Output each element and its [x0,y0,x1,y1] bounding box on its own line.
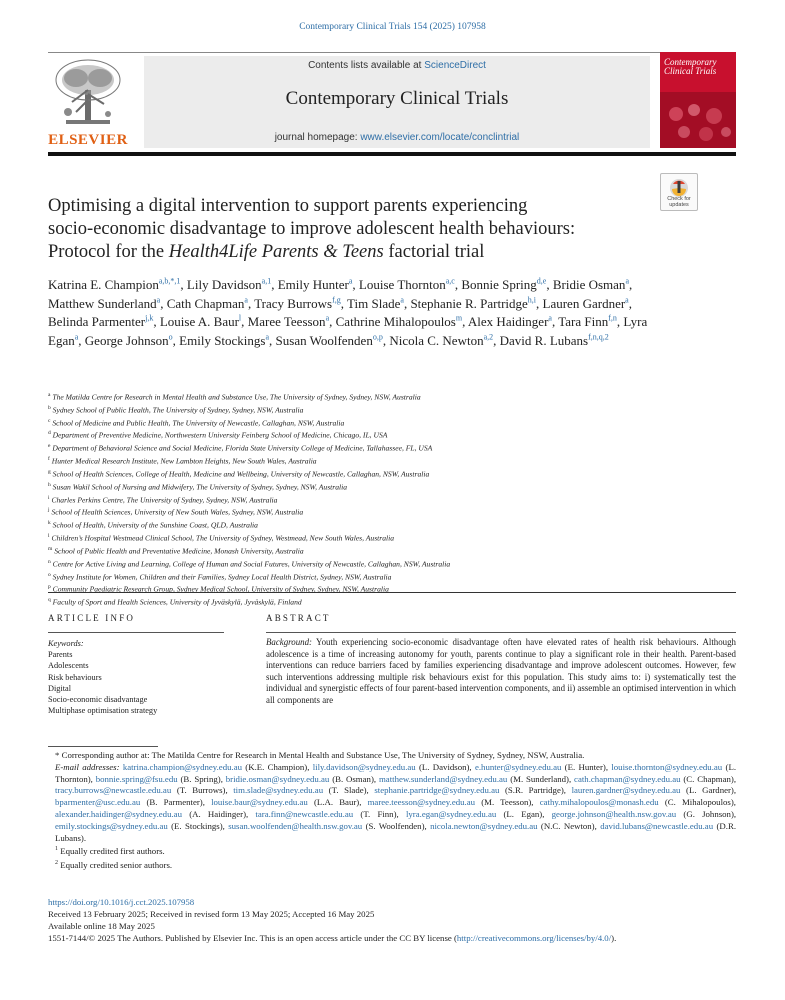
affiliation-item [48,467,738,480]
author-name: Cathrine Mihalopoulos [335,314,456,329]
author-affiliation-mark[interactable]: a [156,295,161,305]
email-label: E-mail addresses: [55,761,120,772]
author-name: Emily Stockings [179,332,266,348]
affiliation-key: i [48,494,50,501]
affiliation-item [48,518,738,531]
affiliation-item [48,416,738,429]
license-prefix: 1551-7144/© 2025 The Authors. Published by Elsevier Inc. This is an open access article under the CC BY license ( [48,932,457,943]
keyword-item: Socio-economic disadvantage [48,695,148,705]
email-owner: (L. Gardner), [686,785,737,796]
affiliation-text: Department of Behavioral Science and Social Medicine, Florida State University College of Medicine, Tallahassee, FL, USA [52,443,433,453]
email-link[interactable]: katrina.champion@sydney.edu.au [122,761,242,772]
author [254,296,341,311]
affiliation-text: School of Health, University of the Sunshine Coast, QLD, Australia [52,520,258,530]
email-owner: (L. Davidson), [419,761,472,772]
email-link[interactable]: e.hunter@sydney.edu.au [474,761,562,772]
affiliation-key: p [48,584,51,591]
email-owner: (T. Finn), [360,808,399,819]
email-link[interactable]: cath.chapman@sydney.edu.au [574,773,681,784]
affiliation-key: g [48,468,51,475]
email-link[interactable]: lyra.egan@sydney.edu.au [405,808,497,819]
affiliation-key: e [48,443,51,450]
affiliation-item [48,403,738,416]
author-name: Lauren Gardner [542,295,626,311]
author [248,314,329,329]
affiliation-item [48,595,738,608]
affiliation-key: c [48,417,51,424]
author-affiliation-mark[interactable]: a [348,276,353,286]
email-owner: (M. Teesson), [481,797,534,808]
author-affiliation-mark[interactable]: a,b,*,1 [158,276,181,286]
affiliation-text: School of Health Sciences, College of Health, Medicine and Wellbeing, University of Newcastle, Callaghan, NSW, Australia [52,469,430,479]
affiliation-item [48,441,738,454]
author [48,296,160,311]
email-owner: (M. Sunderland), [510,773,572,784]
affiliation-key: b [48,404,51,411]
author [389,333,493,348]
email-link[interactable]: tracy.burrows@newcastle.edu.au [55,785,172,796]
title-line-3-italic: Health4Life Parents & Teens [168,242,384,262]
email-owner: (L. Thornton), [55,761,737,784]
email-owner: (L. Egan), [503,808,545,819]
affiliation-text: Charles Perkins Centre, The University of Sydney, Sydney, NSW, Australia [51,495,278,505]
author-name: David R. Lubans [499,332,589,348]
email-link[interactable]: susan.woolfenden@health.nsw.gov.au [228,820,363,831]
author-affiliation-mark[interactable]: m [455,313,463,323]
journal-cover-thumbnail[interactable] [660,52,736,148]
abstract-text [266,637,736,707]
contents-prefix: Contents lists available at [308,60,425,71]
author-name: Emily Hunter [277,277,349,292]
elsevier-wordmark: ELSEVIER [48,132,128,148]
article-info-rule [48,632,224,633]
cc-license-link[interactable]: http://creativecommons.org/licenses/by/4.0/ [456,932,612,943]
received-dates: Received 13 February 2025; Received in revised form 13 May 2025; Accepted 16 May 2025 [48,908,375,919]
author-affiliation-mark[interactable]: f,g [332,295,341,305]
author [553,277,629,292]
author-name: Louise Thornton [358,277,446,292]
email-owner: (E. Stockings), [171,820,225,831]
available-online-date: Available online 18 May 2025 [48,920,155,931]
email-addresses [48,762,736,845]
footnote-1-text: Equally credited first authors. [60,846,165,857]
email-link[interactable]: bridie.osman@sydney.edu.au [225,773,330,784]
email-owner: (B. Spring), [180,773,223,784]
email-link[interactable]: cathy.mihalopoulos@monash.edu [539,797,659,808]
email-link[interactable]: alexander.haidinger@sydney.edu.au [55,808,182,819]
affiliation-text: School of Public Health and Preventative Medicine, Monash University, Australia [54,546,304,556]
author-affiliation-mark[interactable]: a [548,313,552,323]
email-link[interactable]: matthew.sunderland@sydney.edu.au [378,773,508,784]
email-owner: (C. Chapman), [683,773,737,784]
affiliation-item [48,505,738,518]
affiliation-item [48,493,738,506]
footnotes [48,750,736,872]
license-line [48,933,748,945]
keyword-item: Digital [48,683,72,693]
author-affiliation-mark[interactable]: a [325,313,330,323]
journal-homepage-link[interactable]: www.elsevier.com/locate/conclintrial [360,132,520,143]
affiliation-key: n [48,558,51,565]
keywords-block [48,638,238,716]
author [48,277,180,292]
author-name: Bridie Osman [552,277,626,292]
affiliation-item [48,428,738,441]
cover-title: Contemporary Clinical Trials [664,57,717,76]
abstract-heading: ABSTRACT [266,613,331,623]
email-link[interactable]: lauren.gardner@sydney.edu.au [571,785,681,796]
affiliation-text: The Matilda Centre for Research in Mental Health and Substance Use, The University of Sydney, Sydney, NSW, Australia [52,392,421,402]
article-info-heading: ARTICLE INFO [48,613,136,623]
affiliation-item [48,531,738,544]
email-owner: (D.R. Lubans). [55,820,737,843]
author-affiliation-mark[interactable]: a,2 [483,332,494,342]
email-owner: (N.C. Newton), [540,820,597,831]
email-link[interactable]: bparmenter@usc.edu.au [55,797,141,808]
affiliation-text: Faculty of Sport and Health Sciences, University of Jyväskylä, Jyväskylä, Finland [52,597,302,607]
author [410,296,536,311]
affiliation-item [48,544,738,557]
affiliation-key: j [48,507,50,514]
masthead-info [144,56,650,148]
email-link[interactable]: lily.davidson@sydney.edu.au [312,761,416,772]
abstract-body: Youth experiencing socio-economic disadvantage often have elevated rates of health risk behaviours. Although adolescence is a time of increasing autonomy for youth, parents continue to play a significant role in their health. Parent-based interventions can reduce barriers faced by families experiencing disadvantage and improve adolescent outcomes. However, few such interventions addressing multiple risk behaviours exist for this population. This study aims to: i) systematically test the individual and synergistic effects of four parent-based intervention components, and ii) assemble an optimised intervention in which all components are [266,637,736,705]
affiliation-text: Community Paediatric Research Group, Sydney Medical School, University of Sydney, Sydney, NSW, Australia [52,584,389,594]
affiliation-key: a [48,392,51,398]
author-affiliation-mark[interactable]: a [625,295,629,305]
keywords-label: Keywords: [48,639,84,648]
affiliation-key: q [48,597,51,604]
keyword-item: Risk behaviours [48,672,102,682]
affiliation-item [48,557,738,570]
author-name: Lily Davidson [186,277,262,292]
affiliation-key: l [48,533,50,540]
email-owner: (S.R. Partridge), [504,785,566,796]
affiliation-text: Hunter Medical Research Institute, New Lambton Heights, New South Wales, Australia [51,456,317,466]
footnote-2 [48,858,736,872]
author-affiliation-mark[interactable]: a [74,332,79,342]
license-suffix: ). [611,932,617,943]
corresponding-author-note: * Corresponding author at: The Matilda Centre for Research in Mental Health and Substance Use, The University of Sydney, Sydney, NSW, Australia. [55,750,585,760]
check-for-updates-button[interactable] [660,173,698,211]
affiliation-key: d [48,430,51,437]
author [278,277,353,292]
email-owner: (B. Parmenter), [146,797,205,808]
author-affiliation-mark[interactable]: j,k [145,313,154,323]
affiliation-item [48,570,738,583]
email-owner: (A. Haidinger), [189,808,249,819]
sciencedirect-link[interactable]: ScienceDirect [424,60,486,71]
title-line-3-post: factorial trial [383,242,485,262]
abstract-background-label: Background: [266,637,313,647]
crossmark-label-line2: updates [669,201,689,208]
author-affiliation-mark[interactable]: o [168,332,173,342]
author [543,296,629,311]
author-affiliation-mark[interactable]: a [400,295,404,305]
author-name: Cath Chapman [166,295,245,311]
author-affiliation-mark[interactable]: a [244,295,248,305]
email-link[interactable]: louise.baur@sydney.edu.au [211,797,308,808]
masthead-top-rule [48,52,736,53]
affiliation-text: Centre for Active Living and Learning, College of Human and Social Futures, University of Newcastle, Callaghan, NSW, Australia [52,559,451,569]
author-name: Nicola C. Newton [389,332,484,348]
journal-reference[interactable]: Contemporary Clinical Trials 154 (2025) 107958 [299,22,486,32]
email-link[interactable]: stephanie.partridge@sydney.edu.au [374,785,500,796]
affiliation-text: Department of Preventive Medicine, Northwestern University Feinberg School of Medicine, Chicago, IL, USA [52,431,388,441]
author-affiliation-mark[interactable]: d,e [536,276,547,286]
footnote-1-mark: 1 [55,846,58,853]
affiliation-text: Sydney School of Public Health, The University of Sydney, Sydney, NSW, Australia [52,405,304,415]
author [167,296,248,311]
email-owner: (S. Woolfenden), [365,820,427,831]
affiliation-text: School of Medicine and Public Health, The University of Newcastle, Callaghan, NSW, Australia [52,418,345,428]
email-owner: (K.E. Champion), [245,761,310,772]
affiliation-key: h [48,481,51,488]
author [160,314,241,329]
author-affiliation-mark[interactable]: a [625,276,629,286]
masthead [48,52,736,152]
author [500,333,609,348]
title-line-1: Optimising a digital intervention to support parents experiencing [48,196,528,216]
affiliation-text: School of Health Sciences, University of New South Wales, Sydney, NSW, Australia [51,507,304,517]
keyword-item: Multiphase optimisation strategy [48,706,158,716]
title-line-3-pre: Protocol for the [48,242,169,262]
email-owner: (G. Johnson), [683,808,737,819]
author-affiliation-mark[interactable]: f,n [608,313,617,323]
email-owner: (T. Slade), [328,785,369,796]
author-name: George Johnson [84,332,169,348]
section-rule [48,592,736,593]
affiliation-key: f [48,456,50,463]
author-name: Tara Finn [558,314,609,329]
author [187,277,271,292]
affiliation-list [48,390,738,608]
author-name: Maree Teesson [247,314,326,329]
author-name: Stephanie R. Partridge [410,295,528,311]
author-name: Matthew Sunderland [48,295,157,311]
elsevier-tree-icon [52,56,124,128]
author [336,314,462,329]
homepage-prefix: journal homepage: [274,132,361,143]
author [558,314,617,329]
affiliation-key: m [48,545,53,552]
author-affiliation-mark[interactable]: o,p [372,332,383,342]
author-affiliation-mark[interactable]: f,n,q,2 [588,332,609,342]
author-name: Katrina E. Champion [48,277,159,292]
email-link[interactable]: tim.slade@sydney.edu.au [233,785,324,796]
author [179,333,269,348]
author-affiliation-mark[interactable]: a,1 [261,276,272,286]
email-link[interactable]: nicola.newton@sydney.edu.au [430,820,538,831]
doi-link[interactable]: https://doi.org/10.1016/j.cct.2025.107958 [48,897,195,907]
email-owner: (B. Osman), [332,773,377,784]
email-owner: (E. Hunter), [564,761,609,772]
footnote-2-text: Equally credited senior authors. [60,860,173,871]
author-name: Louise A. Baur [159,314,239,329]
email-link[interactable]: david.lubans@newcastle.edu.au [600,820,714,831]
author [468,314,552,329]
author-name: Bonnie Spring [461,277,537,292]
keyword-item: Parents [48,650,73,660]
affiliation-item [48,480,738,493]
title-line-2: socio-economic disadvantage to improve adolescent health behaviours: [48,219,576,239]
email-link[interactable]: louise.thornton@sydney.edu.au [611,761,723,772]
affiliation-text: Children’s Hospital Westmead Clinical School, The University of Sydney, Westmead, New South Wales, Australia [51,533,395,543]
author [359,277,455,292]
contents-line [144,60,650,71]
crossmark-label [661,196,697,208]
footnote-rule [48,746,158,747]
footnote-1 [48,844,736,858]
author [347,296,404,311]
affiliation-item [48,582,738,595]
article-title [48,195,648,264]
email-link[interactable]: maree.teesson@sydney.edu.au [367,797,476,808]
affiliation-text: Sydney Institute for Women, Children and their Families, Sydney Local Health District, Sydney, NSW, Australia [52,572,392,582]
author-name: Lyra Egan [48,314,648,348]
crossmark-label-line1: Check for [667,195,691,202]
keyword-item: Adolescents [48,661,89,671]
author-name: Susan Woolfenden [275,332,373,348]
author [48,314,153,329]
affiliation-text: Susan Wakil School of Nursing and Midwifery, The University of Sydney, Sydney, NSW, Australia [52,482,348,492]
author [276,333,383,348]
email-owner: (T. Burrows), [176,785,228,796]
author [85,333,173,348]
email-link[interactable]: george.johnson@health.nsw.gov.au [551,808,677,819]
email-link[interactable]: tara.finn@newcastle.edu.au [255,808,354,819]
author-name: Tracy Burrows [254,295,333,311]
footnote-2-mark: 2 [55,860,58,867]
masthead-bottom-rule [48,152,736,156]
email-link[interactable]: bonnie.spring@fsu.edu [95,773,178,784]
title-line-3 [48,241,648,264]
journal-title: Contemporary Clinical Trials [285,88,509,109]
homepage-line [144,132,650,143]
email-link[interactable]: emily.stockings@sydney.edu.au [55,820,168,831]
publication-info [48,897,748,945]
author-affiliation-mark[interactable]: a [265,332,270,342]
author [461,277,546,292]
elsevier-logo[interactable] [48,56,128,148]
affiliation-key: o [48,571,51,578]
affiliation-key: k [48,520,51,527]
affiliation-item [48,390,738,403]
author-affiliation-mark[interactable]: h,i [527,295,537,305]
email-owner: (L.A. Baur), [313,797,362,808]
author-list: Katrina E. Champion$^{a,b,*,1}$, Lily Davidson$^{a,1}$, Emily Hunter$^a$, Louise Thornton$^{a,c}$, Bonnie Spring$^{d,e}$, Bridie Osman$^a$, Matthew Sunderland$^a$, Cath Chapman$^a$, Tracy Burrows$^{f,g}$, Tim Slade$^a$, Stephanie R. Partridge$^{h,i}$, Lauren Gardner$^a$, Belinda Parmenter$^{j,k}$, Louise A. Baur$^l$, Maree Teesson$^a$, Cathrine Mihalopoulos$^m$, Alex Haidinger$^a$, Tara Finn$^{f,n}$, Lyra Egan$^a$, George Johnson$^o$, Emily Stockings$^a$, Susan Woolfenden$^{o,p}$, Nicola C. Newton$^{a,2}$, David R. Lubans$^{f,n,q,2}$ [48,276,648,348]
author-affiliation-mark[interactable]: l [238,313,242,323]
author-name: Belinda Parmenter [48,314,146,329]
author-name: Alex Haidinger [467,314,549,329]
email-owner: (C. Mihalopoulos), [664,797,736,808]
affiliation-item [48,454,738,467]
author-affiliation-mark[interactable]: a,c [445,276,455,286]
abstract-rule [266,632,736,633]
author-name: Tim Slade [347,295,401,311]
